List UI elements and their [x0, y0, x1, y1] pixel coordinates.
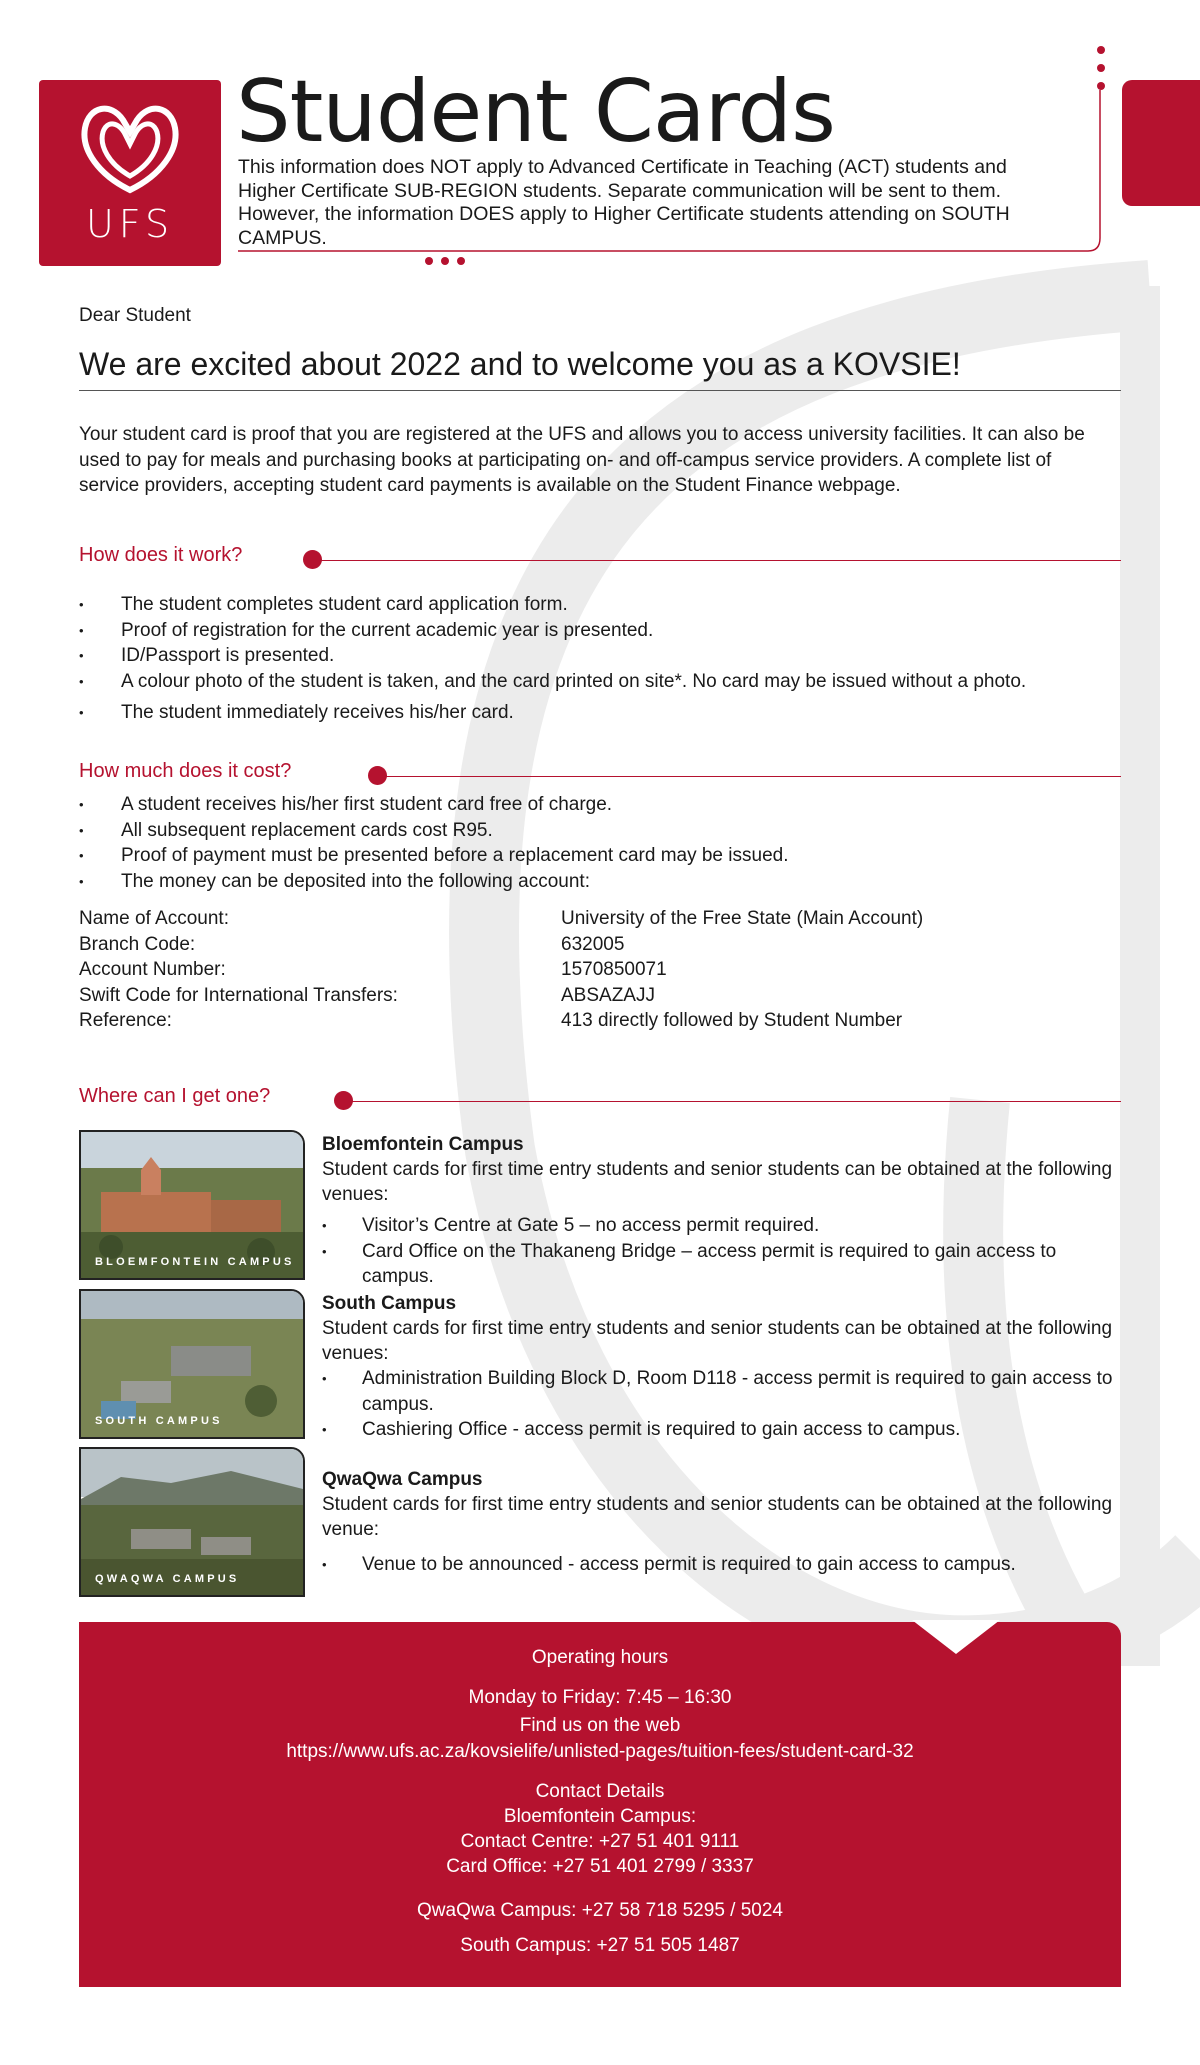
account-row: [79, 906, 1129, 932]
contact-footer: [79, 1622, 1121, 1987]
list-item: • Cashiering Office - access permit is required to gain access to campus.: [322, 1417, 1122, 1443]
corner-tab: [1122, 80, 1200, 206]
footer-notch: [912, 1620, 1000, 1654]
header-decoration: [0, 0, 1200, 300]
list-item: • Administration Building Block D, Room D118 - access permit is required to gain access to campus.: [322, 1366, 1122, 1417]
hours-title: Operating hours: [531, 1647, 669, 1668]
campus-name: QwaQwa Campus: [322, 1469, 483, 1490]
section-divider: [383, 776, 1121, 777]
list-item: • A colour photo of the student is taken, and the card printed on site*. No card may be issued without a photo.: [79, 669, 1159, 695]
how-list: [79, 592, 1159, 726]
account-label: Account Number:: [79, 959, 226, 980]
account-value: ABSAZAJJ: [561, 984, 655, 1006]
south-campus-info: [322, 1291, 1122, 1443]
section-divider: [318, 560, 1121, 561]
campus-name: South Campus: [322, 1293, 457, 1314]
qwaqwa-campus-info: [322, 1467, 1122, 1578]
campus-name: Bloemfontein Campus: [322, 1134, 524, 1155]
bank-account-details: [79, 906, 1129, 1034]
south-campus-phone: South Campus: +27 51 505 1487: [460, 1935, 740, 1956]
account-value: 1570850071: [561, 959, 667, 980]
website-link[interactable]: https://www.ufs.ac.za/kovsielife/unlisted-pages/tuition-fees/student-card-32: [286, 1741, 914, 1762]
photo-caption: QWAQWA CAMPUS: [95, 1573, 240, 1585]
campus-description: Student cards for first time entry students and senior students can be obtained at the following venue:: [322, 1494, 1113, 1540]
greeting: Dear Student: [79, 305, 191, 326]
photo-caption: BLOEMFONTEIN CAMPUS: [95, 1256, 295, 1268]
list-item: • A student receives his/her first student card free of charge.: [79, 792, 1159, 818]
contact-centre-phone: Contact Centre: +27 51 401 9111: [460, 1831, 740, 1852]
photo-caption: SOUTH CAMPUS: [95, 1415, 223, 1427]
campus-description: Student cards for first time entry students and senior students can be obtained at the following venues:: [322, 1159, 1113, 1205]
venue-list: [322, 1552, 1122, 1578]
headline-divider: [79, 390, 1121, 391]
list-item: • Proof of payment must be presented before a replacement card may be issued.: [79, 843, 1159, 869]
section-title-cost: How much does it cost?: [79, 760, 292, 782]
intro-paragraph: Your student card is proof that you are registered at the UFS and allows you to access university facilities. It can also be used to pay for meals and purchasing books at participating on- and off-campus service providers. A complete list of service providers, accepting student card payments is available on the Student Finance webpage.: [79, 424, 1085, 496]
qwaqwa-campus-photo: [79, 1447, 305, 1597]
list-item: • The student immediately receives his/her card.: [79, 700, 1159, 726]
venue-list: [322, 1213, 1122, 1290]
account-value: University of the Free State (Main Account): [561, 908, 924, 929]
account-label: Branch Code:: [79, 933, 196, 955]
account-row: [79, 983, 1129, 1009]
qwaqwa-phone: QwaQwa Campus: +27 58 718 5295 / 5024: [417, 1900, 783, 1921]
eligibility-note: This information does NOT apply to Advanced Certificate in Teaching (ACT) students and Higher Certificate SUB-REGION students. Separate communication will be sent to them. However, the information DOES apply to Higher Certificate students attending on SOUTH CAMPUS.: [238, 156, 1010, 249]
list-item: • All subsequent replacement cards cost R95.: [79, 818, 1159, 844]
list-item: • Proof of registration for the current academic year is presented.: [79, 618, 1159, 644]
list-item: • The money can be deposited into the following account:: [79, 869, 1159, 895]
account-row: [79, 932, 1129, 958]
south-campus-photo: [79, 1289, 305, 1439]
list-item: • Visitor’s Centre at Gate 5 – no access permit required.: [322, 1213, 1122, 1239]
list-item: • Venue to be announced - access permit is required to gain access to campus.: [322, 1552, 1122, 1578]
account-value: 632005: [561, 933, 625, 955]
list-item: • The student completes student card application form.: [79, 592, 1159, 618]
account-label: Name of Account:: [79, 908, 229, 929]
page-title: Student Cards: [236, 62, 835, 162]
bloemfontein-campus-info: [322, 1132, 1122, 1290]
bloemfontein-contact-title: Bloemfontein Campus:: [503, 1806, 697, 1827]
card-office-phone: Card Office: +27 51 401 2799 / 3337: [446, 1856, 754, 1877]
section-divider: [349, 1101, 1121, 1102]
account-value: 413 directly followed by Student Number: [561, 1010, 903, 1031]
account-row: [79, 957, 1129, 983]
list-item: • ID/Passport is presented.: [79, 643, 1159, 669]
headline: We are excited about 2022 and to welcome you as a KOVSIE!: [79, 346, 961, 382]
account-row: [79, 1008, 1129, 1034]
logo-text: UFS: [85, 202, 175, 246]
hours-text: Monday to Friday: 7:45 – 16:30: [468, 1687, 732, 1708]
contact-title: Contact Details: [535, 1781, 665, 1802]
account-label: Swift Code for International Transfers:: [79, 984, 398, 1006]
section-title-where: Where can I get one?: [79, 1085, 271, 1107]
cost-list: [79, 792, 1159, 894]
venue-list: [322, 1366, 1122, 1443]
list-item: • Card Office on the Thakaneng Bridge – access permit is required to gain access to campus.: [322, 1239, 1122, 1290]
section-title-how: How does it work?: [79, 544, 243, 566]
account-label: Reference:: [79, 1010, 172, 1031]
campus-description: Student cards for first time entry students and senior students can be obtained at the following venues:: [322, 1318, 1113, 1364]
bloemfontein-campus-photo: [79, 1130, 305, 1280]
web-title: Find us on the web: [519, 1715, 681, 1736]
